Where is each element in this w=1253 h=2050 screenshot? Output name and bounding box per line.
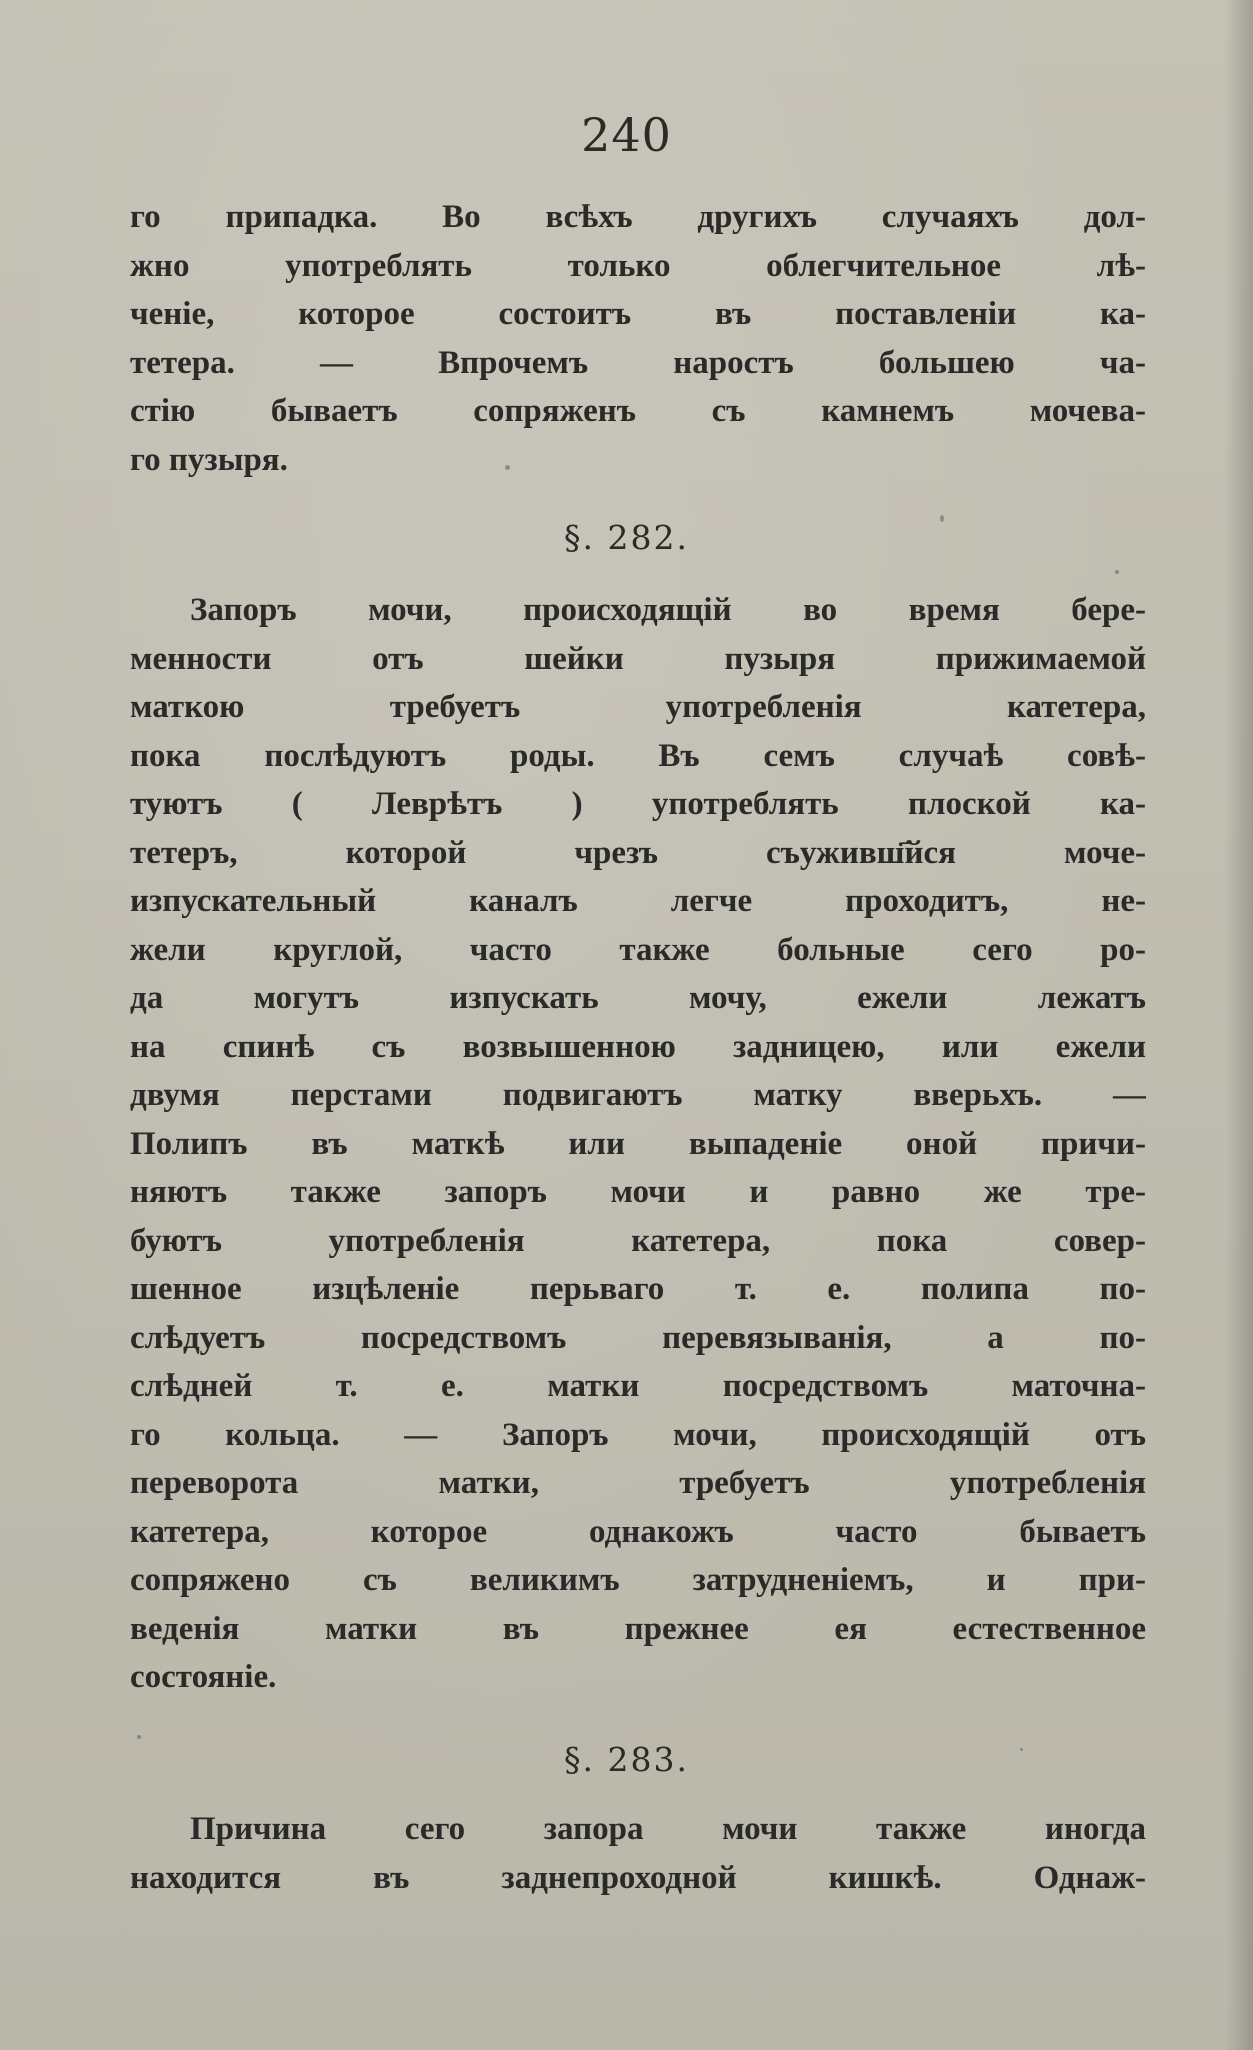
text-line: да могутъ изпускать мочу, ежели лежатъ [130, 980, 1146, 1016]
text-line: Запоръ мочи, происходящій во время бере- [190, 592, 1146, 628]
text-line: жели круглой, часто также больные сего ро- [130, 931, 1146, 968]
section-heading-282: §. 282. [564, 518, 689, 557]
text-line: го пузыря. [130, 441, 288, 478]
text-line: менности отъ шейки пузыря прижимаемой [130, 640, 1146, 677]
text-line: слѣдней т. е. матки посредствомъ маточна- [130, 1368, 1146, 1404]
section-283-body [130, 1805, 1146, 1902]
text-line: на спинѣ съ возвышенною задницею, или ежели [130, 1028, 1146, 1065]
paragraph-continuation [130, 193, 1146, 484]
text-line: переворота матки, требуетъ употребленія [130, 1465, 1146, 1501]
text-line: го кольца. — Запоръ мочи, происходящій отъ [130, 1416, 1146, 1453]
paper-speck [1115, 570, 1119, 574]
text-line: буютъ употребленія катетера, пока совер- [130, 1222, 1146, 1259]
text-line: стію бываетъ сопряженъ съ камнемъ мочева- [130, 393, 1146, 429]
text-line: изпускательный каналъ легче проходитъ, не- [130, 883, 1146, 919]
text-line: ченіе, которое состоитъ въ поставленіи ка- [130, 296, 1146, 332]
text-line: двумя перстами подвигаютъ матку вверьхъ. — [130, 1077, 1146, 1113]
text-line: катетера, которое однакожъ часто бываетъ [130, 1513, 1146, 1550]
text-line: тетеръ, которой чрезъ съуживш҃йся моче- [130, 834, 1146, 871]
text-line: сопряжено съ великимъ затрудненіемъ, и при- [130, 1562, 1146, 1598]
text-line: тетера. — Впрочемъ наростъ большею ча- [130, 344, 1146, 381]
text-line: слѣдуетъ посредствомъ перевязыванія, а по- [130, 1319, 1146, 1356]
text-line: маткою требуетъ употребленія катетера, [130, 689, 1146, 725]
paper-speck [940, 515, 944, 522]
text-line: веденія матки въ прежнее ея естественное [130, 1610, 1146, 1647]
paper-speck [505, 465, 510, 470]
text-line: жно употреблять только облегчительное лѣ- [130, 247, 1146, 284]
page-number: 240 [581, 108, 672, 162]
paper-speck [1020, 1748, 1023, 1751]
paper-speck [137, 1735, 141, 1739]
text-line: Полипъ въ маткѣ или выпаденіе оной причи- [130, 1125, 1146, 1162]
text-line: го припадка. Во всѣхъ другихъ случаяхъ дол- [130, 199, 1146, 235]
text-line: Причина сего запора мочи также иногда [190, 1811, 1146, 1847]
text-line: пока послѣдуютъ роды. Въ семъ случаѣ совѣ- [130, 737, 1146, 774]
text-line: туютъ ( Леврѣтъ ) употреблять плоской ка- [130, 786, 1146, 822]
text-line: находится въ заднепроходной кишкѣ. Однаж- [130, 1859, 1146, 1896]
section-282-body [130, 586, 1146, 1702]
text-line: состояніе. [130, 1659, 277, 1695]
text-line: няютъ также запоръ мочи и равно же тре- [130, 1174, 1146, 1210]
text-line: шенное изцѣленіе перьваго т. е. полипа по- [130, 1271, 1146, 1307]
section-heading-283: §. 283. [564, 1740, 689, 1779]
